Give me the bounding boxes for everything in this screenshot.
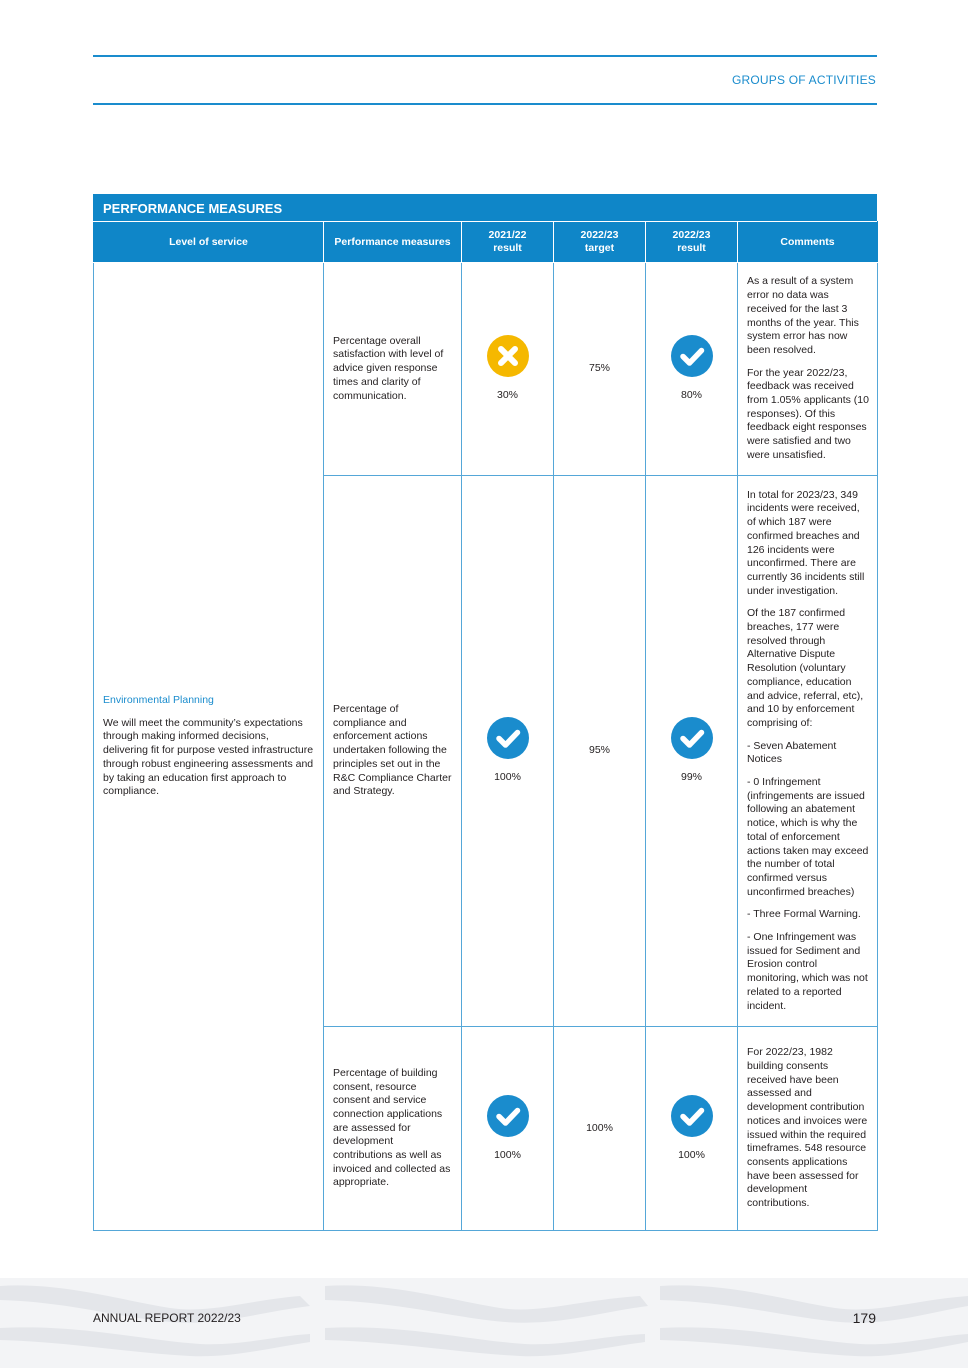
footer-report-title: ANNUAL REPORT 2022/23: [93, 1311, 241, 1325]
result-value: 30%: [496, 389, 518, 402]
comment-paragraph: - Seven Abatement Notices: [747, 739, 837, 766]
col-performance-measures: Performance measures: [324, 222, 462, 263]
cross-icon: [487, 335, 529, 377]
comment-paragraph: As a result of a system error no data was received for the last 3 months of the year. This system error has now been resolved.: [747, 275, 859, 356]
header-rule-top: [93, 55, 877, 57]
check-icon: [487, 1095, 529, 1137]
measure-cell: Percentage of building consent, resource consent and service connection applications are assessed for development contributions as well as invoiced and collected as appropriate.: [324, 1027, 462, 1231]
result-value: 100%: [678, 1148, 705, 1161]
level-of-service-text: We will meet the community’s expectations through making informed decisions, delivering fit for purpose vested infrastructure through robust engineering assessments and by taking an education first approach to compliance.: [103, 716, 314, 798]
target-2022-23-cell: 95%: [554, 476, 646, 1027]
performance-table: [93, 194, 877, 1231]
result-value: 100%: [494, 1148, 521, 1161]
section-label: GROUPS OF ACTIVITIES: [731, 73, 876, 87]
table-title: PERFORMANCE MEASURES: [93, 194, 877, 221]
target-2022-23-cell: 75%: [554, 263, 646, 476]
result-2021-22-cell: [462, 263, 554, 476]
comment-paragraph: For 2022/23, 1982 building consents received have been assessed and development contribution notices and invoices were issued within the required timeframes. 548 resource consents applications have been assessed for development contributions.: [747, 1046, 868, 1210]
result-2022-23-cell: [646, 476, 738, 1027]
table-row: [94, 263, 878, 476]
result-2022-23-cell: [646, 263, 738, 476]
comment-paragraph: For the year 2022/23, feedback was received from 1.05% applicants (10 responses). Of this feedback eight responses were satisfied and two were unsatisfied.: [747, 366, 869, 461]
col-2022-23-result: 2022/23 result: [646, 222, 738, 263]
header-rule-bottom: [93, 103, 877, 105]
level-of-service-cell: [94, 263, 324, 1231]
check-icon: [671, 335, 713, 377]
comment-paragraph: In total for 2023/23, 349 incidents were received, of which 187 were confirmed breaches and 126 incidents were unconfirmed. There are currently 36 incidents still under investigation.: [747, 488, 865, 597]
comment-paragraph: Of the 187 confirmed breaches, 177 were resolved through Alternative Dispute Resolution (voluntary compliance, education and advice, referral, etc), and 10 by enforcement comprising of:: [747, 607, 864, 729]
target-2022-23-cell: 100%: [554, 1027, 646, 1231]
result-2021-22-cell: [462, 476, 554, 1027]
result-value: 99%: [680, 771, 702, 784]
comment-paragraph: - Three Formal Warning.: [747, 908, 861, 921]
result-value: 100%: [494, 771, 521, 784]
page-number: 179: [852, 1310, 876, 1326]
result-2022-23-cell: [646, 1027, 738, 1231]
result-2021-22-cell: [462, 1027, 554, 1231]
level-of-service-title: Environmental Planning: [103, 694, 214, 707]
measure-cell: Percentage overall satisfaction with level of advice given response times and clarity of communication.: [324, 263, 462, 476]
check-icon: [671, 1095, 713, 1137]
col-2022-23-target: 2022/23 target: [554, 222, 646, 263]
result-value: 80%: [680, 389, 702, 402]
col-2021-22-result: 2021/22 result: [462, 222, 554, 263]
table-header-row: [94, 222, 878, 263]
check-icon: [487, 717, 529, 759]
measure-cell: Percentage of compliance and enforcement actions undertaken following the principles set out in the R&C Compliance Charter and Strategy.: [324, 476, 462, 1027]
comments-cell: [738, 1027, 878, 1231]
col-comments: Comments: [738, 222, 878, 263]
comment-paragraph: - 0 Infringement (infringements are issued following an abatement notice, which is why the total of enforcement actions taken may exceed the number of total confirmed versus unconfirmed breaches): [747, 776, 869, 898]
comments-cell: [738, 263, 878, 476]
col-level-of-service: Level of service: [94, 222, 324, 263]
check-icon: [671, 717, 713, 759]
comments-cell: [738, 476, 878, 1027]
comment-paragraph: - One Infringement was issued for Sediment and Erosion control monitoring, which was not related to a reported incident.: [747, 931, 868, 1012]
